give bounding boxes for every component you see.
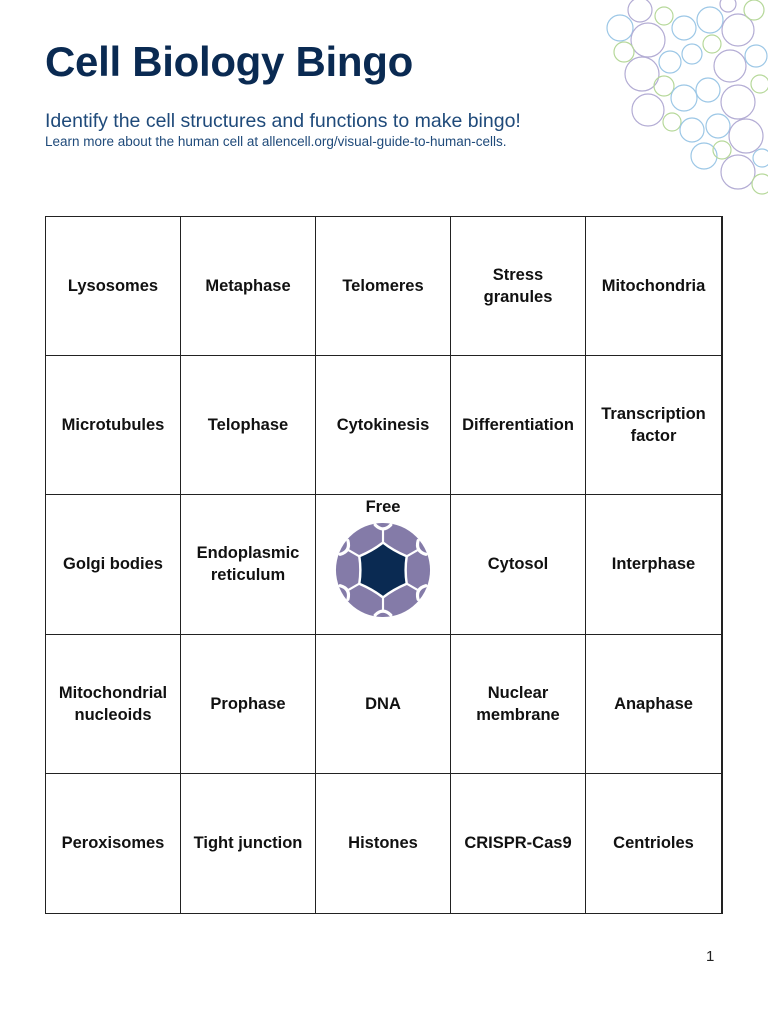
bingo-cell: Metaphase: [181, 217, 316, 356]
bingo-cell: Peroxisomes: [46, 774, 181, 913]
page-number: 1: [706, 948, 715, 965]
bingo-cell: Endoplasmic reticulum: [181, 495, 316, 634]
bingo-cell: Anaphase: [586, 635, 721, 774]
bingo-cell: CRISPR-Cas9: [451, 774, 586, 913]
bingo-cell: Mitochondrial nucleoids: [46, 635, 181, 774]
bingo-cell: DNA: [316, 635, 451, 774]
bingo-cell: Transcription factor: [586, 356, 721, 495]
bingo-cell: Microtubules: [46, 356, 181, 495]
bingo-cell: Cytokinesis: [316, 356, 451, 495]
free-space-label: Free: [365, 498, 401, 517]
bingo-cell: Differentiation: [451, 356, 586, 495]
bingo-grid: [45, 216, 723, 914]
bingo-cell: Centrioles: [613, 834, 694, 853]
free-space-cell: [316, 495, 451, 634]
bingo-cell: Stress granules: [451, 217, 586, 356]
bingo-cell: Nuclear membrane: [451, 635, 586, 774]
bingo-cell: Prophase: [181, 635, 316, 774]
page-title: Cell Biology Bingo: [45, 38, 413, 85]
cell-logo-icon: [334, 521, 432, 619]
bingo-cell: Mitochondria: [586, 217, 721, 356]
bubbles-decoration-icon: [596, 0, 768, 200]
bingo-cell: Telomeres: [316, 217, 451, 356]
learn-more-text: Learn more about the human cell at allencell.org/visual-guide-to-human-cells.: [45, 134, 507, 149]
bingo-cell: Interphase: [586, 495, 721, 634]
bingo-cell: Tight junction: [181, 774, 316, 913]
page-subtitle: Identify the cell structures and functions to make bingo!: [45, 110, 521, 132]
bingo-cell: Telophase: [181, 356, 316, 495]
bingo-cell: Lysosomes: [46, 217, 181, 356]
bingo-cell: Cytosol: [451, 495, 586, 634]
bingo-cell: Golgi bodies: [46, 495, 181, 634]
bingo-cell: Histones: [316, 774, 451, 913]
